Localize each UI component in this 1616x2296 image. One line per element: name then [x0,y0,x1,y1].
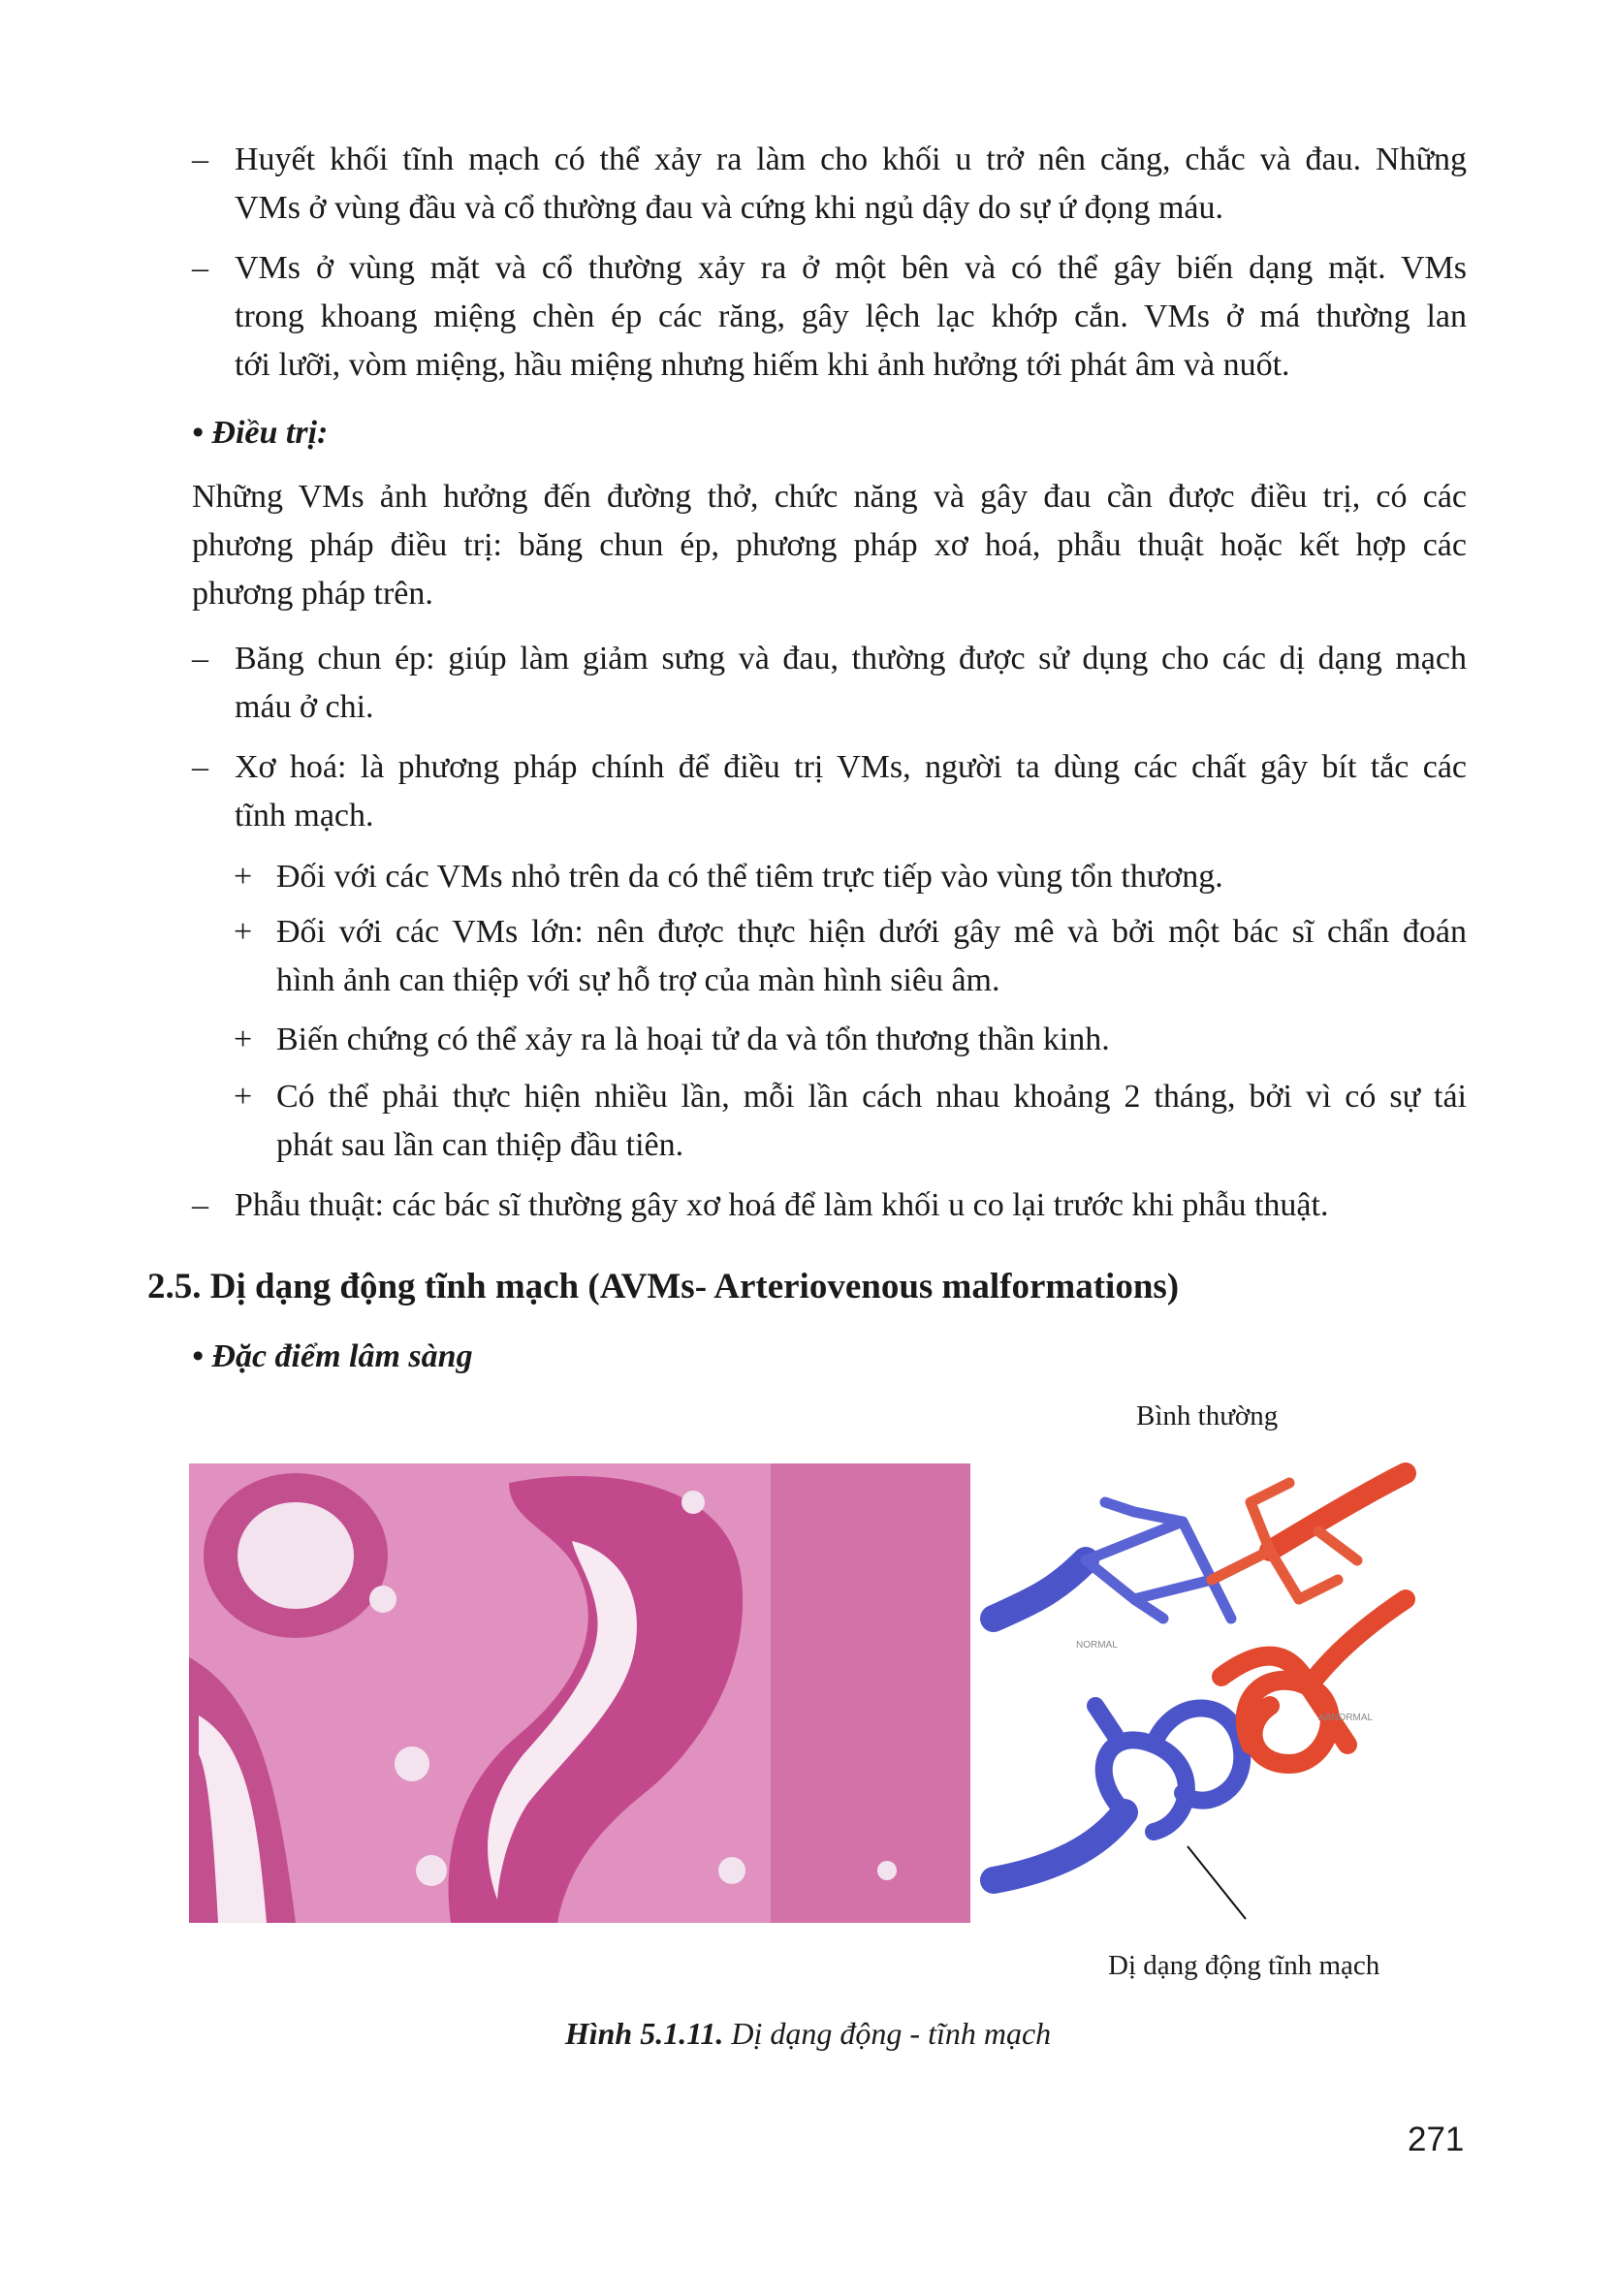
text-line: Đối với các VMs nhỏ trên da có thể tiêm trực tiếp vào vùng tổn thương. [276,859,1223,895]
list-item-face-neck [192,244,1467,390]
text-line: phương pháp điều trị: băng chun ép, phương pháp xơ hoá, phẫu thuật hoặc kết hợp các [192,527,1467,563]
plus-marker: + [234,859,253,895]
normal-vessels [994,1473,1406,1651]
subitem-large-vms [234,908,1467,1005]
text-line: Đối với các VMs lớn: nên được thực hiện dưới gây mê và bởi một bác sĩ chẩn đoán [276,914,1467,950]
pointer-line [1188,1846,1246,1919]
subitem-repeat [234,1073,1467,1170]
dash-marker: – [192,142,208,177]
text-line: phát sau lần can thiệp đầu tiên. [276,1127,684,1163]
figure-label-normal: Bình thường [1136,1400,1279,1431]
text-line: Những VMs ảnh hưởng đến đường thở, chức năng và gây đau cần được điều trị, có các [192,479,1467,515]
figure-caption [0,2016,1616,2052]
text-line: tới lưỡi, vòm miệng, hầu miệng nhưng hiếm khi ảnh hưởng tới phát âm và nuốt. [235,347,1290,383]
figure-label-avm: Dị dạng động tĩnh mạch [1108,1950,1380,1981]
normal-vessel-label: NORMAL [1076,1640,1118,1651]
caption-text: Dị dạng động - tĩnh mạch [723,2016,1052,2051]
histology-illustration [189,1463,970,1923]
text-line: Phẫu thuật: các bác sĩ thường gây xơ hoá để làm khối u co lại trước khi phẫu thuật. [235,1187,1329,1223]
caption-number: Hình 5.1.11. [564,2016,724,2051]
plus-marker: + [234,1079,253,1115]
plus-marker: + [234,1022,253,1057]
list-item-thrombosis [192,136,1467,233]
text-line: VMs ở vùng mặt và cổ thường xảy ra ở một bên và có thể gây biến dạng mặt. VMs [235,250,1467,286]
text-line: Huyết khối tĩnh mạch có thể xảy ra làm cho khối u trở nên căng, chắc và đau. Những [235,142,1467,177]
subitem-complications [234,1016,1467,1064]
text-line: Băng chun ép: giúp làm giảm sưng và đau, thường được sử dụng cho các dị dạng mạch [235,641,1467,676]
text-line: VMs ở vùng đầu và cổ thường đau và cứng khi ngủ dậy do sự ứ đọng máu. [235,190,1223,226]
histology-image [189,1463,970,1923]
section-heading: 2.5. Dị dạng động tĩnh mạch (AVMs- Arteriovenous malformations) [147,1267,1180,1306]
vessel-diagram [979,1454,1425,1929]
list-item-compression [192,635,1467,732]
clinical-features-heading: • Đặc điểm lâm sàng [192,1338,473,1374]
text-line: tĩnh mạch. [235,798,374,833]
list-item-surgery [192,1181,1467,1230]
text-line: phương pháp trên. [192,576,433,612]
text-line: trong khoang miệng chèn ép các răng, gây lệch lạc khớp cắn. VMs ở má thường lan [235,299,1467,334]
text-line: Biến chứng có thể xảy ra là hoại tử da và tổn thương thần kinh. [276,1022,1110,1057]
text-line: Xơ hoá: là phương pháp chính để điều trị VMs, người ta dùng các chất gây bít tắc các [235,749,1467,785]
plus-marker: + [234,914,253,950]
treatment-intro [192,473,1467,618]
avm-vessel-illustration [979,1454,1425,1929]
dash-marker: – [192,641,208,676]
dash-marker: – [192,1187,208,1223]
list-item-sclerotherapy [192,743,1467,840]
abnormal-vessels [994,1599,1406,1919]
dash-marker: – [192,749,208,785]
dash-marker: – [192,250,208,286]
text-line: máu ở chi. [235,689,374,725]
treatment-heading: • Điều trị: [192,415,329,451]
subitem-small-vms [234,853,1467,901]
abnormal-vessel-label: ABNORMAL [1318,1713,1374,1723]
page-number: 271 [1408,2121,1465,2158]
text-line: hình ảnh can thiệp với sự hỗ trợ của màn hình siêu âm. [276,962,1000,998]
text-line: Có thể phải thực hiện nhiều lần, mỗi lần cách nhau khoảng 2 tháng, bởi vì có sự tái [276,1079,1467,1115]
